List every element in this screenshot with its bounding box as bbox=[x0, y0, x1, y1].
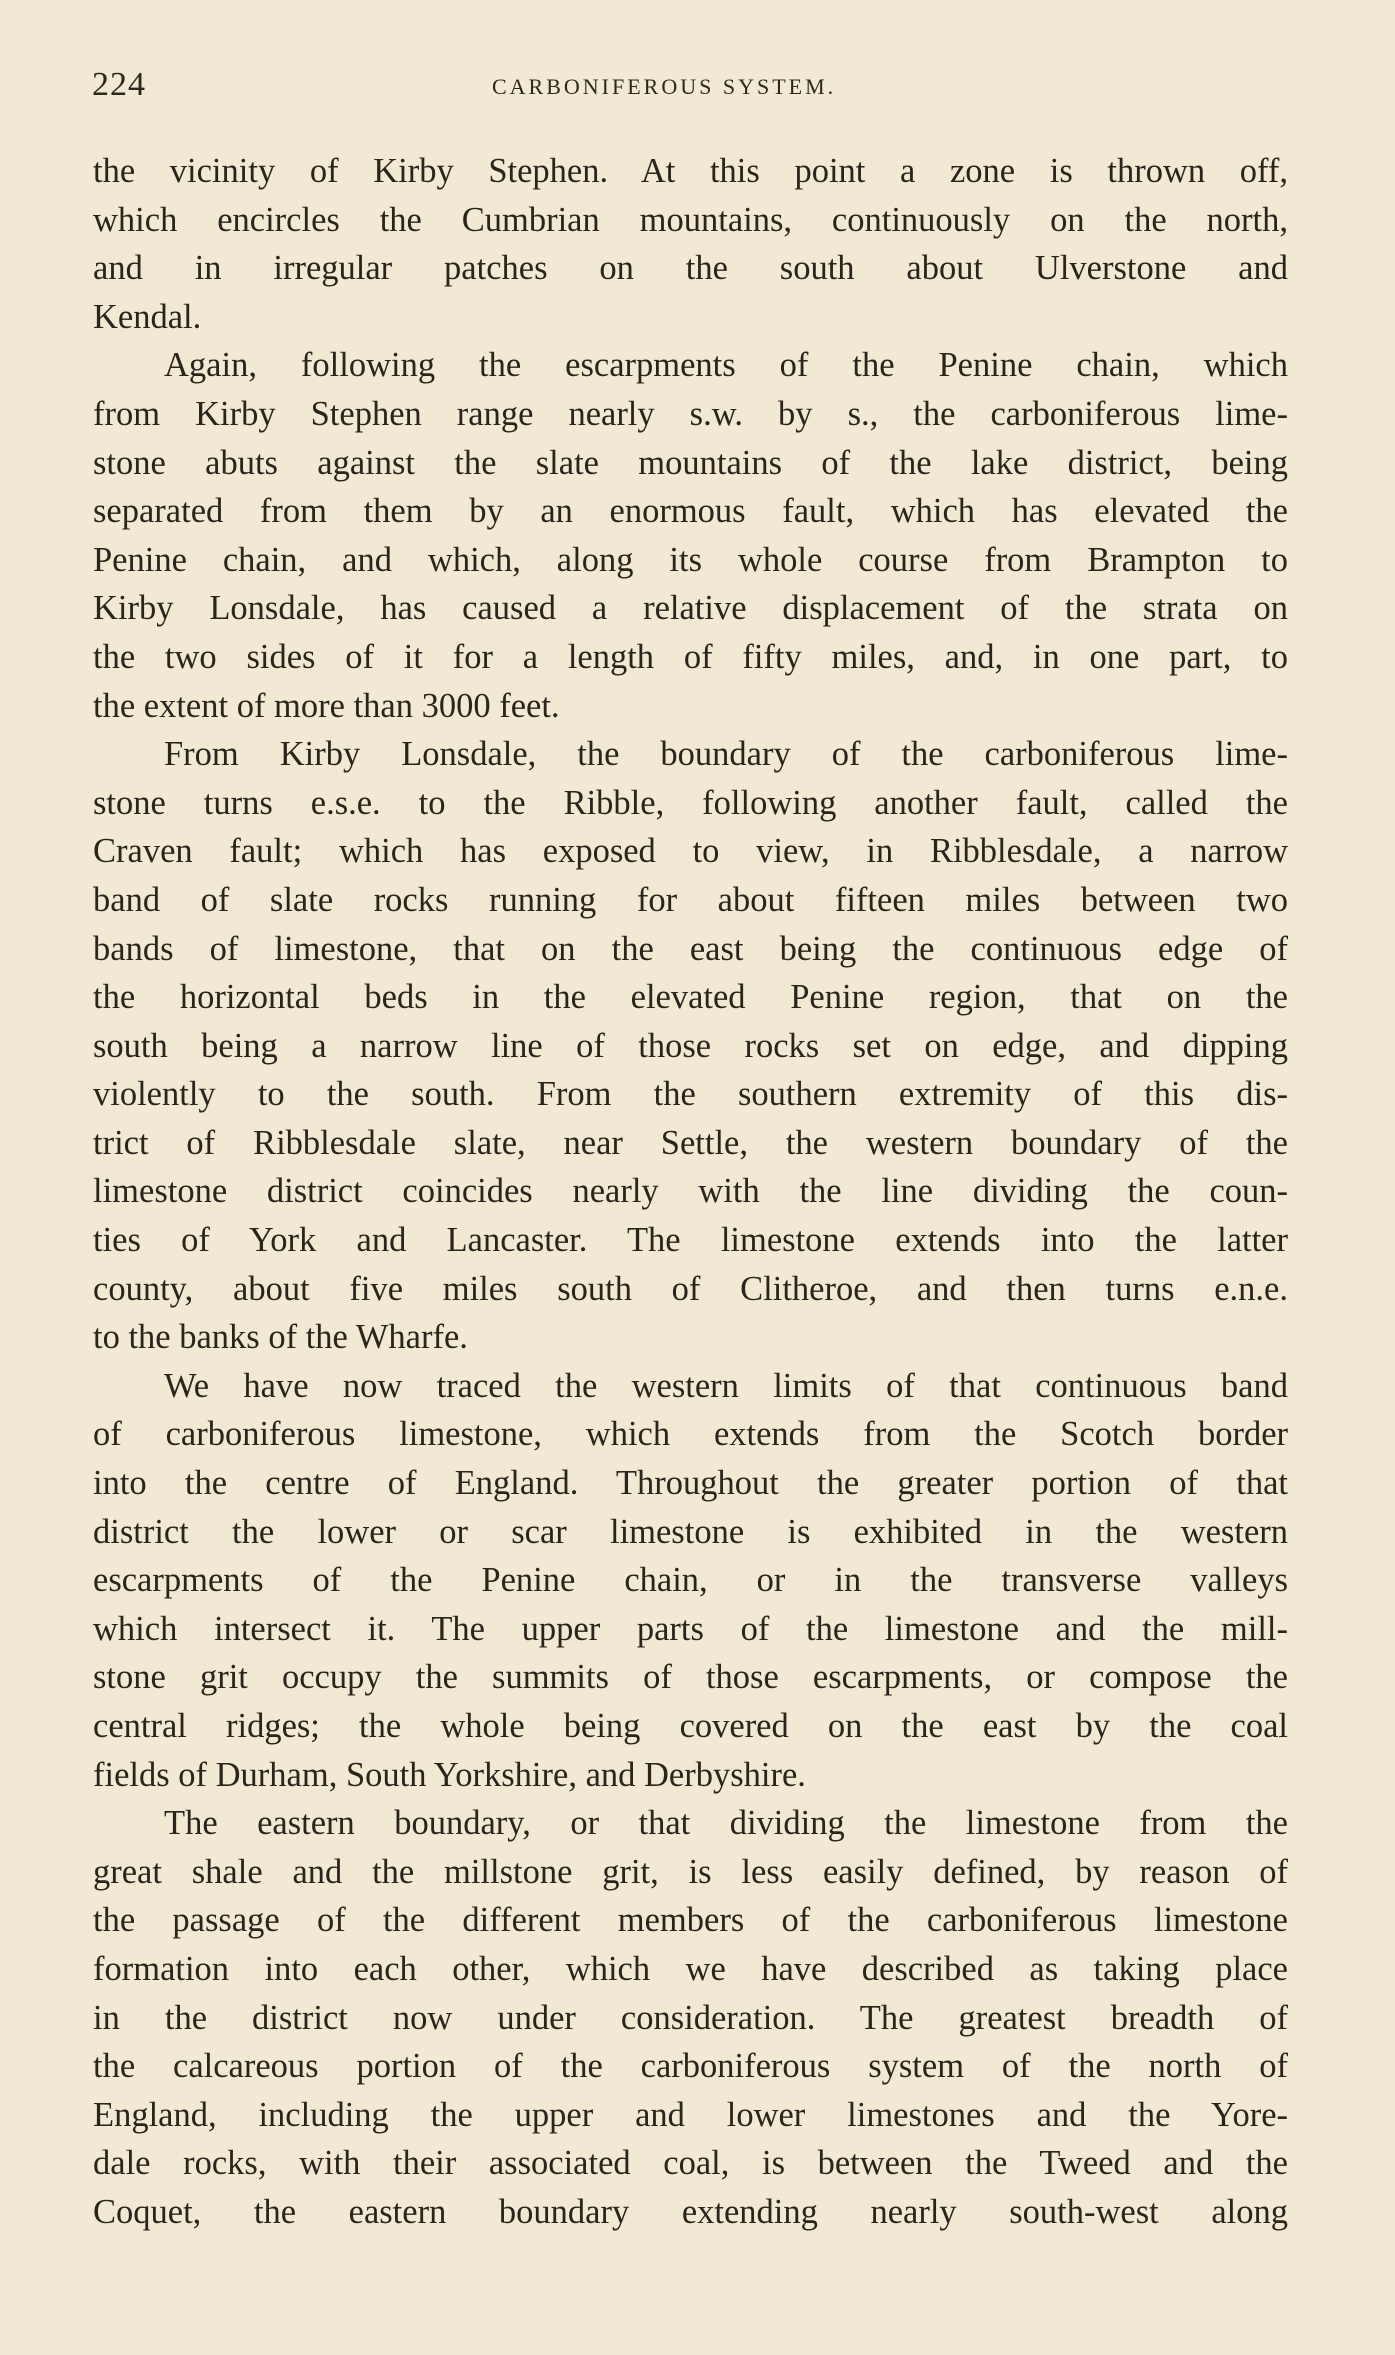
text-line: great shale and the millstone grit, is less easily defined, by reason of bbox=[93, 1852, 1288, 1891]
text-line: stone turns e.s.e. to the Ribble, following another fault, called the bbox=[93, 783, 1288, 822]
text-line: stone grit occupy the summits of those escarpments, or compose the bbox=[93, 1658, 1288, 1697]
text-line: central ridges; the whole being covered on the east by the coal bbox=[93, 1707, 1288, 1745]
text-line: Craven fault; which has exposed to view, in Ribblesdale, a narrow bbox=[93, 832, 1288, 871]
text-line: limestone district coincides nearly with the line dividing the coun- bbox=[93, 1172, 1288, 1211]
text-line: of carboniferous limestone, which extends from the Scotch border bbox=[93, 1415, 1288, 1454]
body-text bbox=[93, 147, 1288, 2237]
text-line: separated from them by an enormous fault, which has elevated the bbox=[93, 492, 1288, 531]
text-line: stone abuts against the slate mountains of the lake district, being bbox=[93, 443, 1288, 482]
text-line: the two sides of it for a length of fifty miles, and, in one part, to bbox=[93, 637, 1288, 676]
text-line: and in irregular patches on the south about Ulverstone and bbox=[93, 249, 1288, 288]
page-header bbox=[92, 66, 1292, 126]
running-head: CARBONIFEROUS SYSTEM. bbox=[492, 74, 837, 99]
text-line: The eastern boundary, or that dividing the limestone from the bbox=[164, 1804, 1288, 1843]
text-line: the calcareous portion of the carboniferous system of the north of bbox=[93, 2047, 1288, 2086]
text-line: in the district now under consideration. The greatest breadth of bbox=[93, 1998, 1288, 2037]
text-line: district the lower or scar limestone is exhibited in the western bbox=[93, 1512, 1288, 1551]
text-line: From Kirby Lonsdale, the boundary of the carboniferous lime- bbox=[164, 735, 1288, 774]
text-line: escarpments of the Penine chain, or in the transverse valleys bbox=[93, 1561, 1288, 1600]
text-line: ties of York and Lancaster. The limestone extends into the latter bbox=[93, 1221, 1288, 1260]
text-line: dale rocks, with their associated coal, is between the Tweed and the bbox=[93, 2144, 1288, 2183]
text-line: Coquet, the eastern boundary extending nearly south-west along bbox=[93, 2192, 1288, 2231]
text-line: Kendal. bbox=[93, 297, 202, 336]
text-line: which encircles the Cumbrian mountains, continuously on the north, bbox=[93, 200, 1288, 239]
text-line: violently to the south. From the southern extremity of this dis- bbox=[93, 1075, 1288, 1114]
text-line: to the banks of the Wharfe. bbox=[93, 1318, 468, 1357]
text-line: county, about five miles south of Clitheroe, and then turns e.n.e. bbox=[93, 1269, 1288, 1308]
text-line: We have now traced the western limits of that continuous band bbox=[164, 1366, 1288, 1405]
text-line: band of slate rocks running for about fifteen miles between two bbox=[93, 880, 1288, 919]
text-line: fields of Durham, South Yorkshire, and Derbyshire. bbox=[93, 1755, 806, 1794]
text-line: Penine chain, and which, along its whole course from Brampton to bbox=[93, 540, 1288, 579]
text-line: formation into each other, which we have described as taking place bbox=[93, 1949, 1288, 1988]
text-line: trict of Ribblesdale slate, near Settle, the western boundary of the bbox=[93, 1123, 1288, 1162]
text-line: the extent of more than 3000 feet. bbox=[93, 686, 560, 725]
text-line: bands of limestone, that on the east being the continuous edge of bbox=[93, 929, 1288, 968]
text-line: from Kirby Stephen range nearly s.w. by s., the carboniferous lime- bbox=[93, 394, 1288, 433]
text-line: Again, following the escarpments of the Penine chain, which bbox=[164, 346, 1288, 385]
text-line: the horizontal beds in the elevated Penine region, that on the bbox=[93, 978, 1288, 1017]
text-line: south being a narrow line of those rocks set on edge, and dipping bbox=[93, 1026, 1288, 1065]
text-line: England, including the upper and lower limestones and the Yore- bbox=[93, 2095, 1288, 2134]
text-line: the vicinity of Kirby Stephen. At this point a zone is thrown off, bbox=[93, 152, 1288, 190]
text-line: the passage of the different members of the carboniferous limestone bbox=[93, 1901, 1288, 1940]
text-line: Kirby Lonsdale, has caused a relative displacement of the strata on bbox=[93, 589, 1288, 628]
text-line: which intersect it. The upper parts of the limestone and the mill- bbox=[93, 1609, 1288, 1648]
page-number: 224 bbox=[92, 66, 146, 103]
text-line: into the centre of England. Throughout the greater portion of that bbox=[93, 1464, 1288, 1503]
